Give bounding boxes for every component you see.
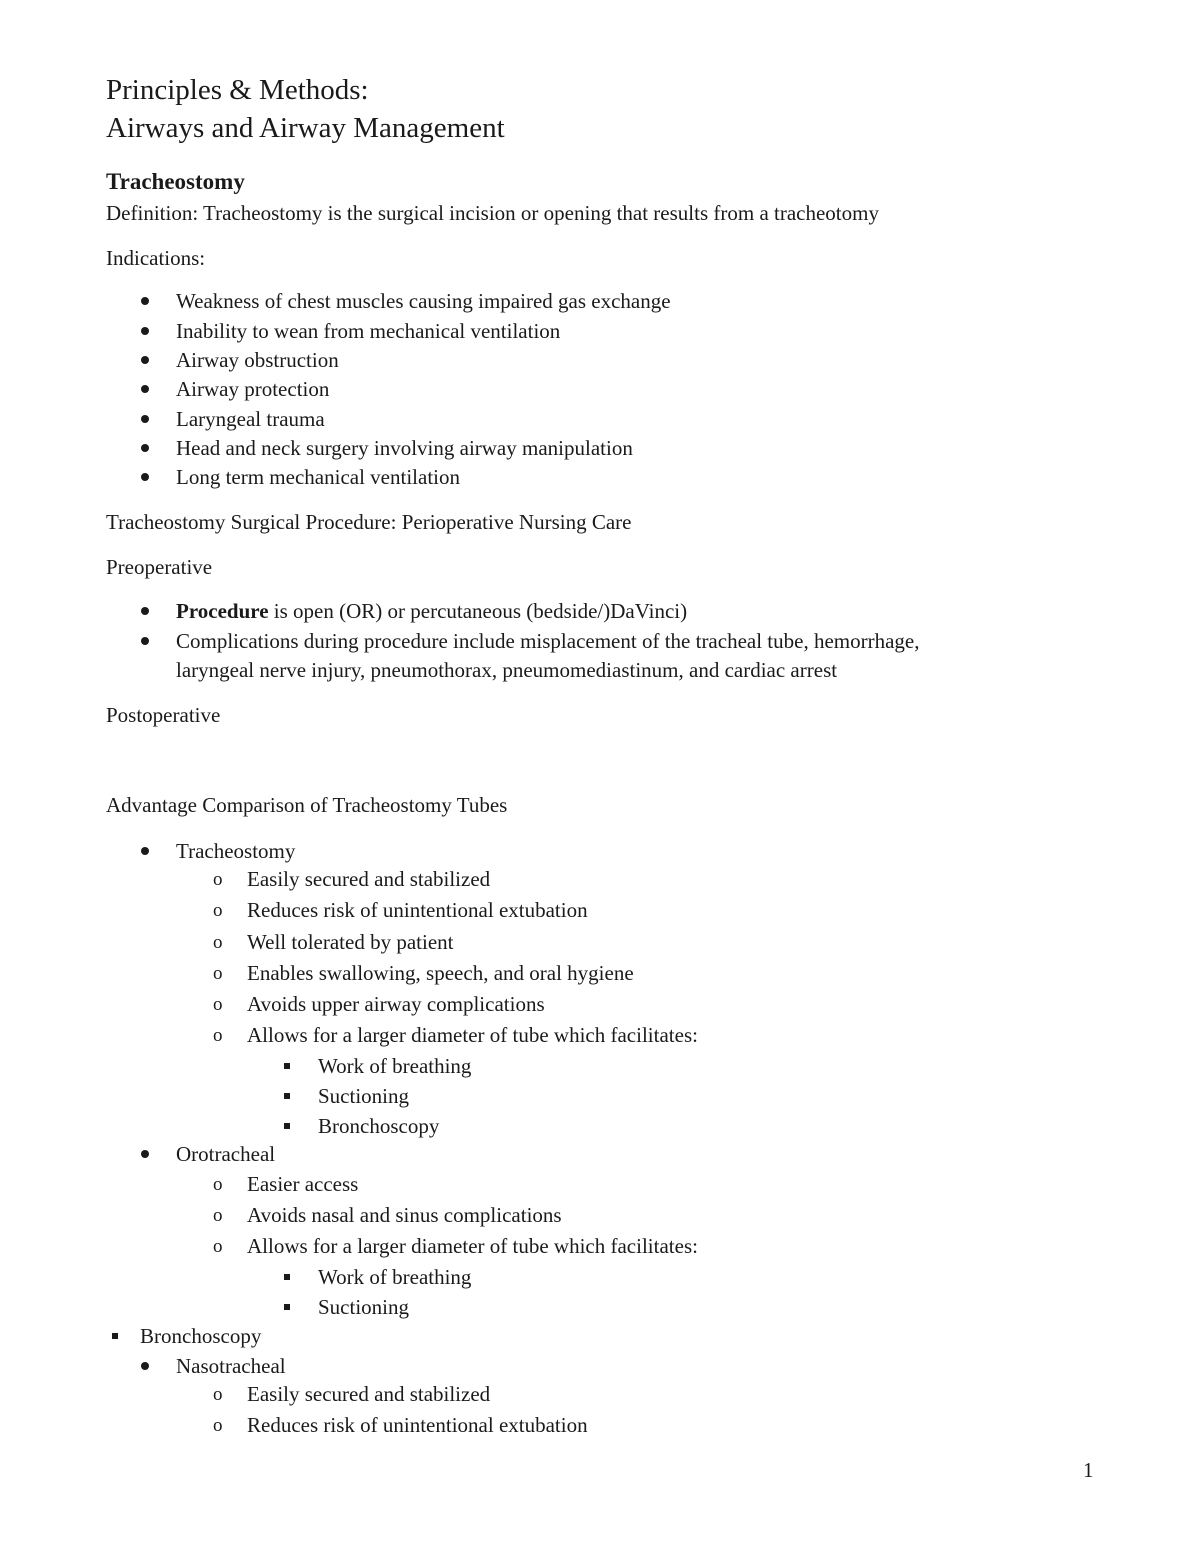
definition-text: Definition: Tracheostomy is the surgical incision or opening that results from a tracheotomy	[106, 201, 879, 225]
outline-item: Easier access	[247, 1172, 359, 1196]
outline-item: Nasotracheal	[176, 1354, 286, 1378]
outline-item: Suctioning	[318, 1295, 410, 1319]
indication-item: Long term mechanical ventilation	[176, 465, 460, 489]
bullet-dot	[141, 1362, 149, 1370]
bullet-square	[284, 1123, 290, 1129]
bullet-square	[284, 1093, 290, 1099]
bullet-circle: o	[213, 900, 223, 921]
bullet-circle: o	[213, 1415, 223, 1436]
postoperative-label: Postoperative	[106, 703, 221, 727]
indication-item: Airway obstruction	[176, 348, 339, 372]
outline-item: Avoids upper airway complications	[247, 992, 545, 1016]
preoperative-label: Preoperative	[106, 555, 213, 579]
bullet-dot	[141, 385, 149, 393]
page-number: 1	[1083, 1458, 1094, 1482]
outline-item: Easily secured and stabilized	[247, 1382, 491, 1406]
bullet-dot	[141, 327, 149, 335]
bullet-square	[284, 1304, 290, 1310]
outline-item: Work of breathing	[318, 1265, 472, 1289]
outline-item: Allows for a larger diameter of tube which facilitates:	[247, 1023, 698, 1047]
bullet-square	[284, 1274, 290, 1280]
bullet-circle: o	[213, 994, 223, 1015]
preop-complications-line-1: Complications during procedure include misplacement of the tracheal tube, hemorrhage,	[176, 629, 920, 653]
outline-item: Reduces risk of unintentional extubation	[247, 1413, 588, 1437]
outline-item: Avoids nasal and sinus complications	[247, 1203, 562, 1227]
procedure-description: is open (OR) or percutaneous (bedside/)DaVinci)	[268, 599, 688, 623]
bullet-circle: o	[213, 963, 223, 984]
outline-item: Enables swallowing, speech, and oral hygiene	[247, 961, 634, 985]
bullet-dot	[141, 444, 149, 452]
bullet-circle: o	[213, 1384, 223, 1405]
bullet-dot	[141, 637, 149, 645]
indication-item: Head and neck surgery involving airway manipulation	[176, 436, 633, 460]
procedure-bold-label: Procedure	[176, 599, 269, 623]
comparison-title: Advantage Comparison of Tracheostomy Tubes	[106, 793, 508, 817]
indication-item: Airway protection	[176, 377, 330, 401]
title-line-1: Principles & Methods:	[106, 74, 369, 106]
bullet-dot	[141, 415, 149, 423]
bullet-dot	[141, 473, 149, 481]
bullet-circle: o	[213, 1025, 223, 1046]
procedure-title: Tracheostomy Surgical Procedure: Perioperative Nursing Care	[106, 510, 632, 534]
bullet-circle: o	[213, 1236, 223, 1257]
bullet-circle: o	[213, 932, 223, 953]
outline-item: Work of breathing	[318, 1054, 472, 1078]
bullet-dot	[141, 607, 149, 615]
bullet-square	[112, 1333, 118, 1339]
preop-complications-line-2: laryngeal nerve injury, pneumothorax, pneumomediastinum, and cardiac arrest	[176, 658, 838, 682]
bullet-circle: o	[213, 1174, 223, 1195]
bullet-circle: o	[213, 1205, 223, 1226]
outline-item: Orotracheal	[176, 1142, 276, 1166]
outline-item: Well tolerated by patient	[247, 930, 454, 954]
bullet-dot	[141, 847, 149, 855]
bullet-dot	[141, 1150, 149, 1158]
outline-item: Bronchoscopy	[140, 1324, 262, 1348]
outline-item: Tracheostomy	[176, 839, 296, 863]
title-line-2: Airways and Airway Management	[106, 112, 505, 144]
bullet-dot	[141, 297, 149, 305]
indication-item: Laryngeal trauma	[176, 407, 325, 431]
indication-item: Weakness of chest muscles causing impaired gas exchange	[176, 289, 671, 313]
outline-item: Allows for a larger diameter of tube which facilitates:	[247, 1234, 698, 1258]
outline-item: Reduces risk of unintentional extubation	[247, 898, 588, 922]
outline-item: Bronchoscopy	[318, 1114, 440, 1138]
outline-item: Easily secured and stabilized	[247, 867, 491, 891]
bullet-circle: o	[213, 869, 223, 890]
bullet-dot	[141, 356, 149, 364]
section-heading: Tracheostomy	[106, 169, 245, 194]
bullet-square	[284, 1063, 290, 1069]
indication-item: Inability to wean from mechanical ventilation	[176, 319, 561, 343]
preop-procedure-item	[176, 601, 687, 622]
indications-label: Indications:	[106, 246, 206, 270]
outline-item: Suctioning	[318, 1084, 410, 1108]
